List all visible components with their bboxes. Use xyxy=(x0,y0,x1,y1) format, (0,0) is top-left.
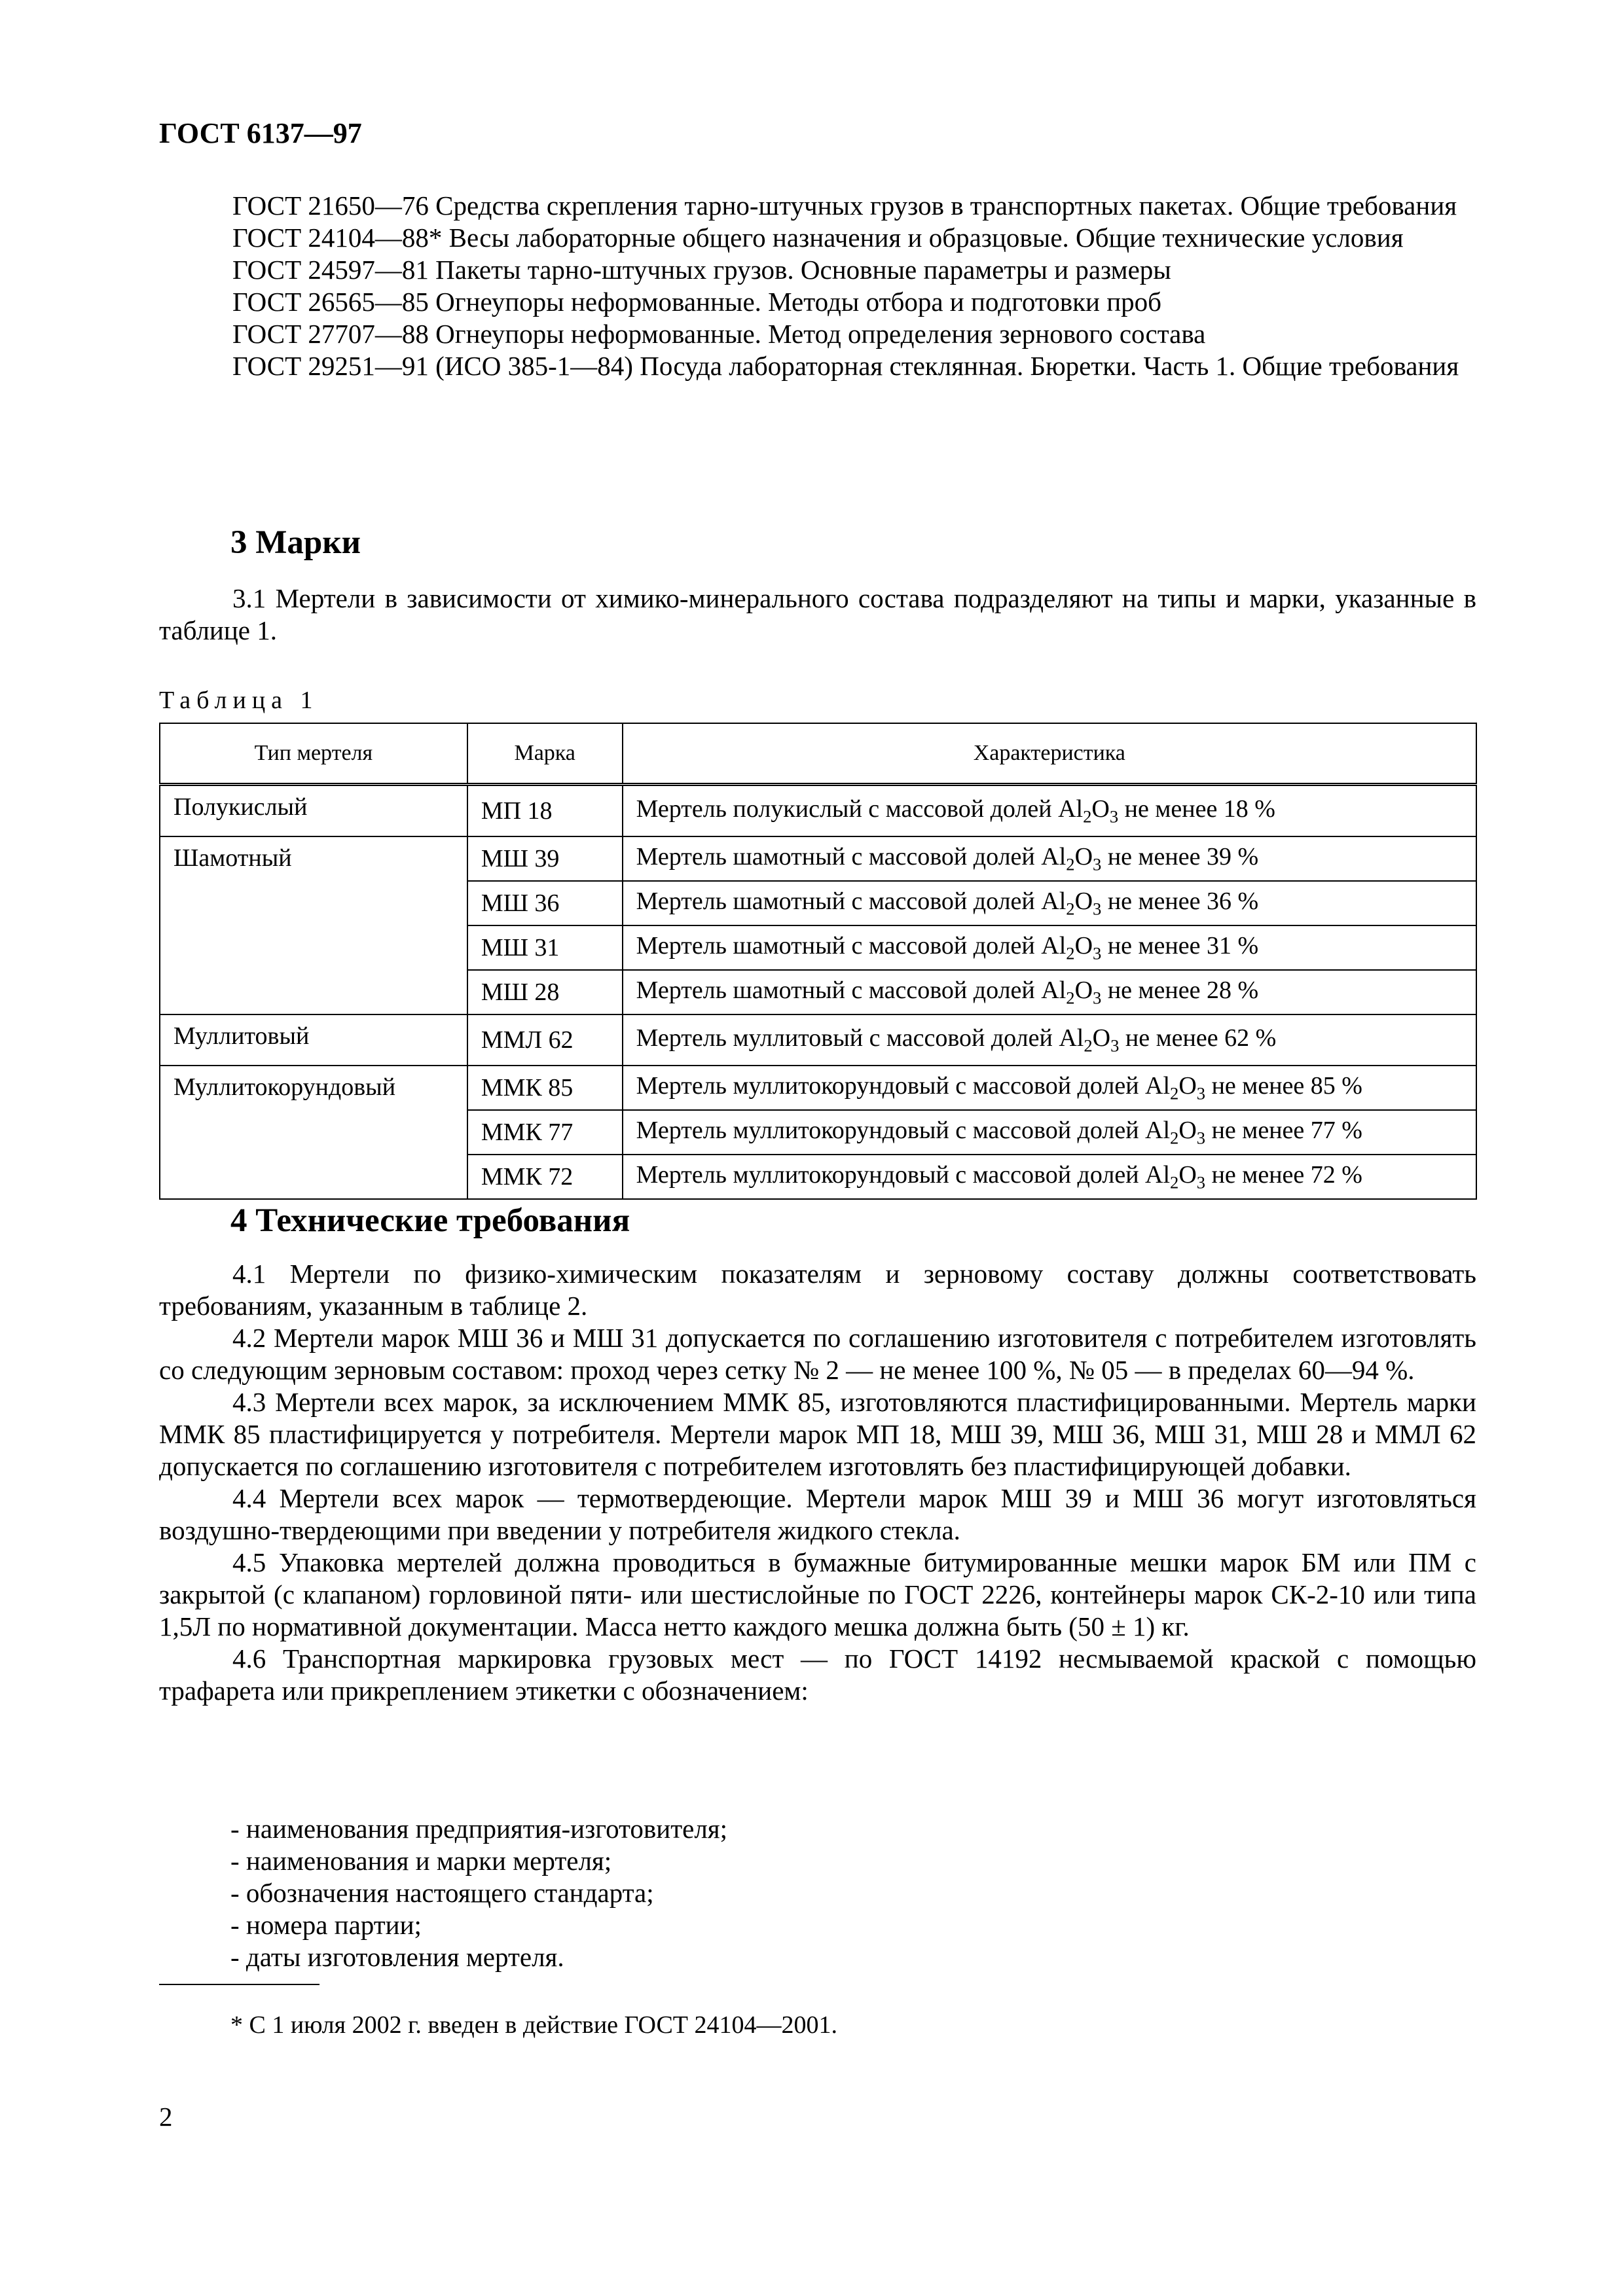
header-characteristic: Характеристика xyxy=(623,723,1476,785)
reference-item: ГОСТ 26565—85 Огнеупоры неформованные. Методы отбора и подготовки проб xyxy=(232,287,1162,317)
paragraph-4-3: 4.3 Мертели всех марок, за исключением ММК 85, изготовляются пластифицированными. Мертель марки ММК 85 пластифицируется у потребителя. Мертели марок МП 18, МШ 39, МШ 36, МШ 31, МШ 28 и ММЛ 62 допускается по соглашению изготовителя с потребителем изготовлять без пластифицирующей добавки. xyxy=(159,1387,1476,1481)
grades-table xyxy=(159,723,1477,1200)
characteristic-cell: Мертель шамотный с массовой долей $Al_2O_3$ не менее 36 % xyxy=(623,881,1476,925)
page-number: 2 xyxy=(159,2102,173,2132)
marking-list xyxy=(230,1813,727,1973)
reference-item: ГОСТ 29251—91 (ИСО 385-1—84) Посуда лабораторная стеклянная. Бюретки. Часть 1. Общие требования xyxy=(232,351,1459,381)
document-number: ГОСТ 6137—97 xyxy=(159,117,362,149)
reference-item: ГОСТ 24597—81 Пакеты тарно-штучных грузов. Основные параметры и размеры xyxy=(232,255,1171,285)
grade-cell: МП 18 xyxy=(467,785,623,837)
reference-item: ГОСТ 21650—76 Средства скрепления тарно-штучных грузов в транспортных пакетах. Общие требования xyxy=(232,190,1457,221)
characteristic-cell: Мертель шамотный с массовой долей $Al_2O_3$ не менее 28 % xyxy=(623,970,1476,1014)
type-cell: Полукислый xyxy=(160,785,467,837)
grade-cell: ММК 85 xyxy=(467,1066,623,1110)
paragraph-4-5: 4.5 Упаковка мертелей должна проводиться в бумажные битумированные мешки марок БМ или ПМ с закрытой (с клапаном) горловиной пяти- или шестислойные по ГОСТ 2226, контейнеры марок СК-2-10 или типа 1,5Л по нормативной документации. Масса нетто каждого мешка должна быть (50 ± 1) кг. xyxy=(159,1547,1476,1641)
references-list xyxy=(159,190,1476,382)
list-item: - номера партии; xyxy=(230,1910,422,1940)
list-item: - обозначения настоящего стандарта; xyxy=(230,1878,654,1908)
list-item: - даты изготовления мертеля. xyxy=(230,1942,564,1972)
section-4-heading: 4 Технические требования xyxy=(230,1202,630,1239)
characteristic-cell: Мертель муллитокорундовый с массовой долей $Al_2O_3$ не менее 72 % xyxy=(623,1155,1476,1199)
characteristic-cell: Мертель полукислый с массовой долей $Al_2O_3$ не менее 18 % xyxy=(623,785,1476,837)
table-row xyxy=(160,1014,1476,1066)
characteristic-cell: Мертель шамотный с массовой долей $Al_2O_3$ не менее 39 % xyxy=(623,836,1476,881)
list-item: - наименования предприятия-изготовителя; xyxy=(230,1814,728,1844)
table-caption: Таблица 1 xyxy=(159,687,319,714)
section-3-text xyxy=(159,583,1476,647)
list-item: - наименования и марки мертеля; xyxy=(230,1846,612,1876)
paragraph-4-2: 4.2 Мертели марок МШ 36 и МШ 31 допускается по соглашению изготовителя с потребителем изготовлять со следующим зерновым составом: проход через сетку № 2 — не менее 100 %, № 05 — в пределах 60—94 %. xyxy=(159,1323,1476,1385)
table-row xyxy=(160,785,1476,837)
grade-cell: МШ 28 xyxy=(467,970,623,1014)
type-cell: Шамотный xyxy=(160,836,467,1014)
paragraph-4-4: 4.4 Мертели всех марок — термотвердеющие. Мертели марок МШ 39 и МШ 36 могут изготовляться воздушно-твердеющими при введении у потребителя жидкого стекла. xyxy=(159,1483,1476,1545)
section-3-heading: 3 Марки xyxy=(230,524,361,561)
header-type: Тип мертеля xyxy=(160,723,467,785)
table-row xyxy=(160,836,1476,881)
grade-cell: МШ 31 xyxy=(467,925,623,970)
table-header-row xyxy=(160,723,1476,785)
grade-cell: ММК 77 xyxy=(467,1110,623,1155)
characteristic-cell: Мертель шамотный с массовой долей $Al_2O_3$ не менее 31 % xyxy=(623,925,1476,970)
section-4-text xyxy=(159,1258,1476,1707)
table-row xyxy=(160,1066,1476,1110)
grade-cell: МШ 39 xyxy=(467,836,623,881)
paragraph-4-1: 4.1 Мертели по физико-химическим показателям и зерновому составу должны соответствовать требованиям, указанным в таблице 2. xyxy=(159,1259,1476,1321)
type-cell: Муллитовый xyxy=(160,1014,467,1066)
characteristic-cell: Мертель муллитовый с массовой долей $Al_2O_3$ не менее 62 % xyxy=(623,1014,1476,1066)
paragraph-3-1: 3.1 Мертели в зависимости от химико-минерального состава подразделяют на типы и марки, указанные в таблице 1. xyxy=(159,583,1476,645)
header-grade: Марка xyxy=(467,723,623,785)
grade-cell: МШ 36 xyxy=(467,881,623,925)
reference-item: ГОСТ 27707—88 Огнеупоры неформованные. Метод определения зернового состава xyxy=(232,319,1206,349)
paragraph-4-6: 4.6 Транспортная маркировка грузовых мест — по ГОСТ 14192 несмываемой краской с помощью трафарета или прикреплением этикетки с обозначением: xyxy=(159,1643,1476,1706)
characteristic-cell: Мертель муллитокорундовый с массовой долей $Al_2O_3$ не менее 85 % xyxy=(623,1066,1476,1110)
footnote: * С 1 июля 2002 г. введен в действие ГОСТ 24104—2001. xyxy=(230,2011,838,2039)
type-cell: Муллитокорундовый xyxy=(160,1066,467,1199)
grade-cell: ММК 72 xyxy=(467,1155,623,1199)
grade-cell: ММЛ 62 xyxy=(467,1014,623,1066)
characteristic-cell: Мертель муллитокорундовый с массовой долей $Al_2O_3$ не менее 77 % xyxy=(623,1110,1476,1155)
footnote-divider xyxy=(159,1984,319,1985)
reference-item: ГОСТ 24104—88* Весы лабораторные общего назначения и образцовые. Общие технические условия xyxy=(232,223,1404,253)
